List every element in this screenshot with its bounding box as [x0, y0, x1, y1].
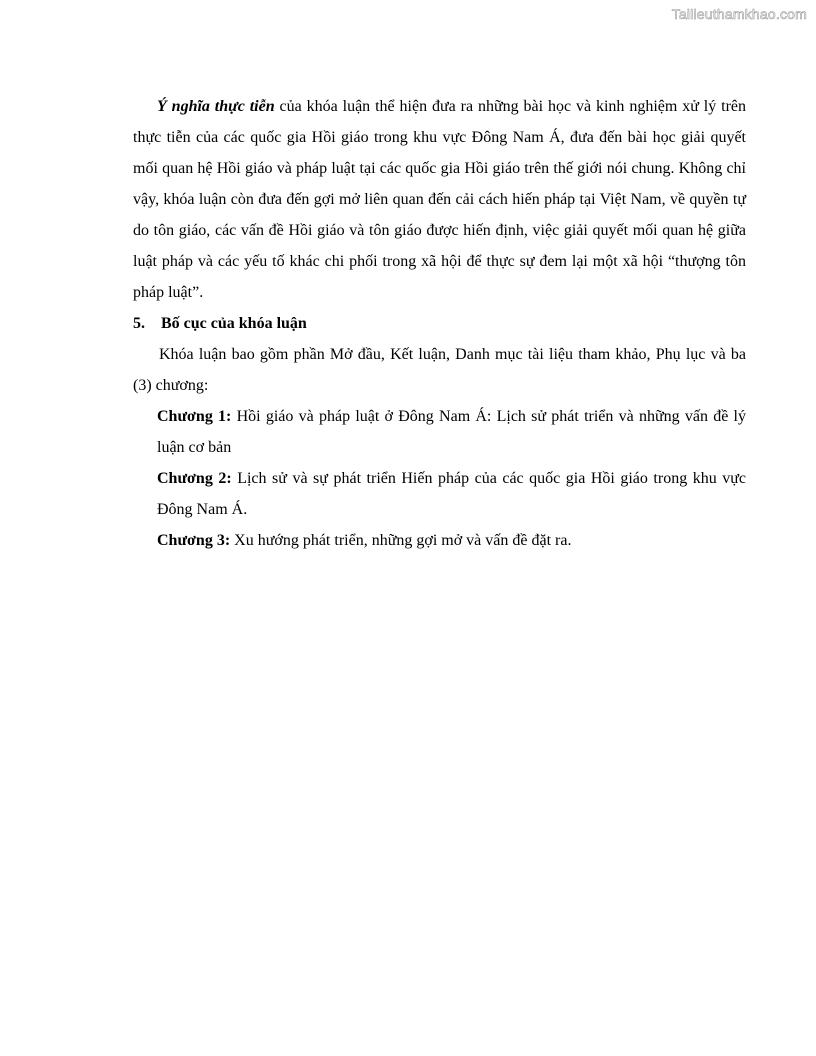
chapter-text: Xu hướng phát triển, những gợi mở và vấn đề đặt ra.: [230, 532, 572, 549]
section-title: Bố cục của khóa luận: [161, 315, 307, 332]
section-number: 5.: [133, 315, 145, 332]
chapter-text: Lịch sử và sự phát triển Hiến pháp của các quốc gia Hồi giáo trong khu vực Đông Nam Á.: [157, 470, 747, 518]
practical-significance-text: của khóa luận thể hiện đưa ra những bài học và kinh nghiệm xử lý trên thực tiễn của các quốc gia Hồi giáo trong khu vực Đông Nam Á, đưa đến bài học giải quyết mối quan hệ Hồi giáo và pháp luật tại các quốc gia Hồi giáo trên thế giới nói chung. Không chỉ vậy, khóa luận còn đưa đến gợi mở liên quan đến cải cách hiến pháp tại Việt Nam, về quyền tự do tôn giáo, các vấn đề Hồi giáo và tôn giáo được hiến định, việc giải quyết mối quan hệ giữa luật pháp và các yếu tố khác chi phối trong xã hội để thực sự đem lại một xã hội “thượng tôn pháp luật”.: [133, 98, 747, 301]
section-heading: [133, 308, 746, 339]
chapter-item: [133, 401, 746, 463]
chapter-label: Chương 2:: [157, 470, 232, 487]
chapter-text: Hồi giáo và pháp luật ở Đông Nam Á: Lịch sử phát triển và những vấn đề lý luận cơ bản: [157, 408, 747, 456]
chapter-label: Chương 1:: [157, 408, 232, 425]
structure-intro-paragraph: Khóa luận bao gồm phần Mở đầu, Kết luận, Danh mục tài liệu tham khảo, Phụ lục và ba (3) chương:: [133, 346, 746, 394]
chapter-label: Chương 3:: [157, 532, 231, 549]
watermark: Tailieuthamkhao.com: [671, 6, 807, 22]
chapter-item: [133, 463, 746, 525]
practical-significance-lead: Ý nghĩa thực tiễn: [157, 98, 275, 115]
chapter-item: [133, 525, 746, 556]
document-body: [133, 91, 746, 556]
practical-significance-paragraph: [133, 91, 746, 308]
